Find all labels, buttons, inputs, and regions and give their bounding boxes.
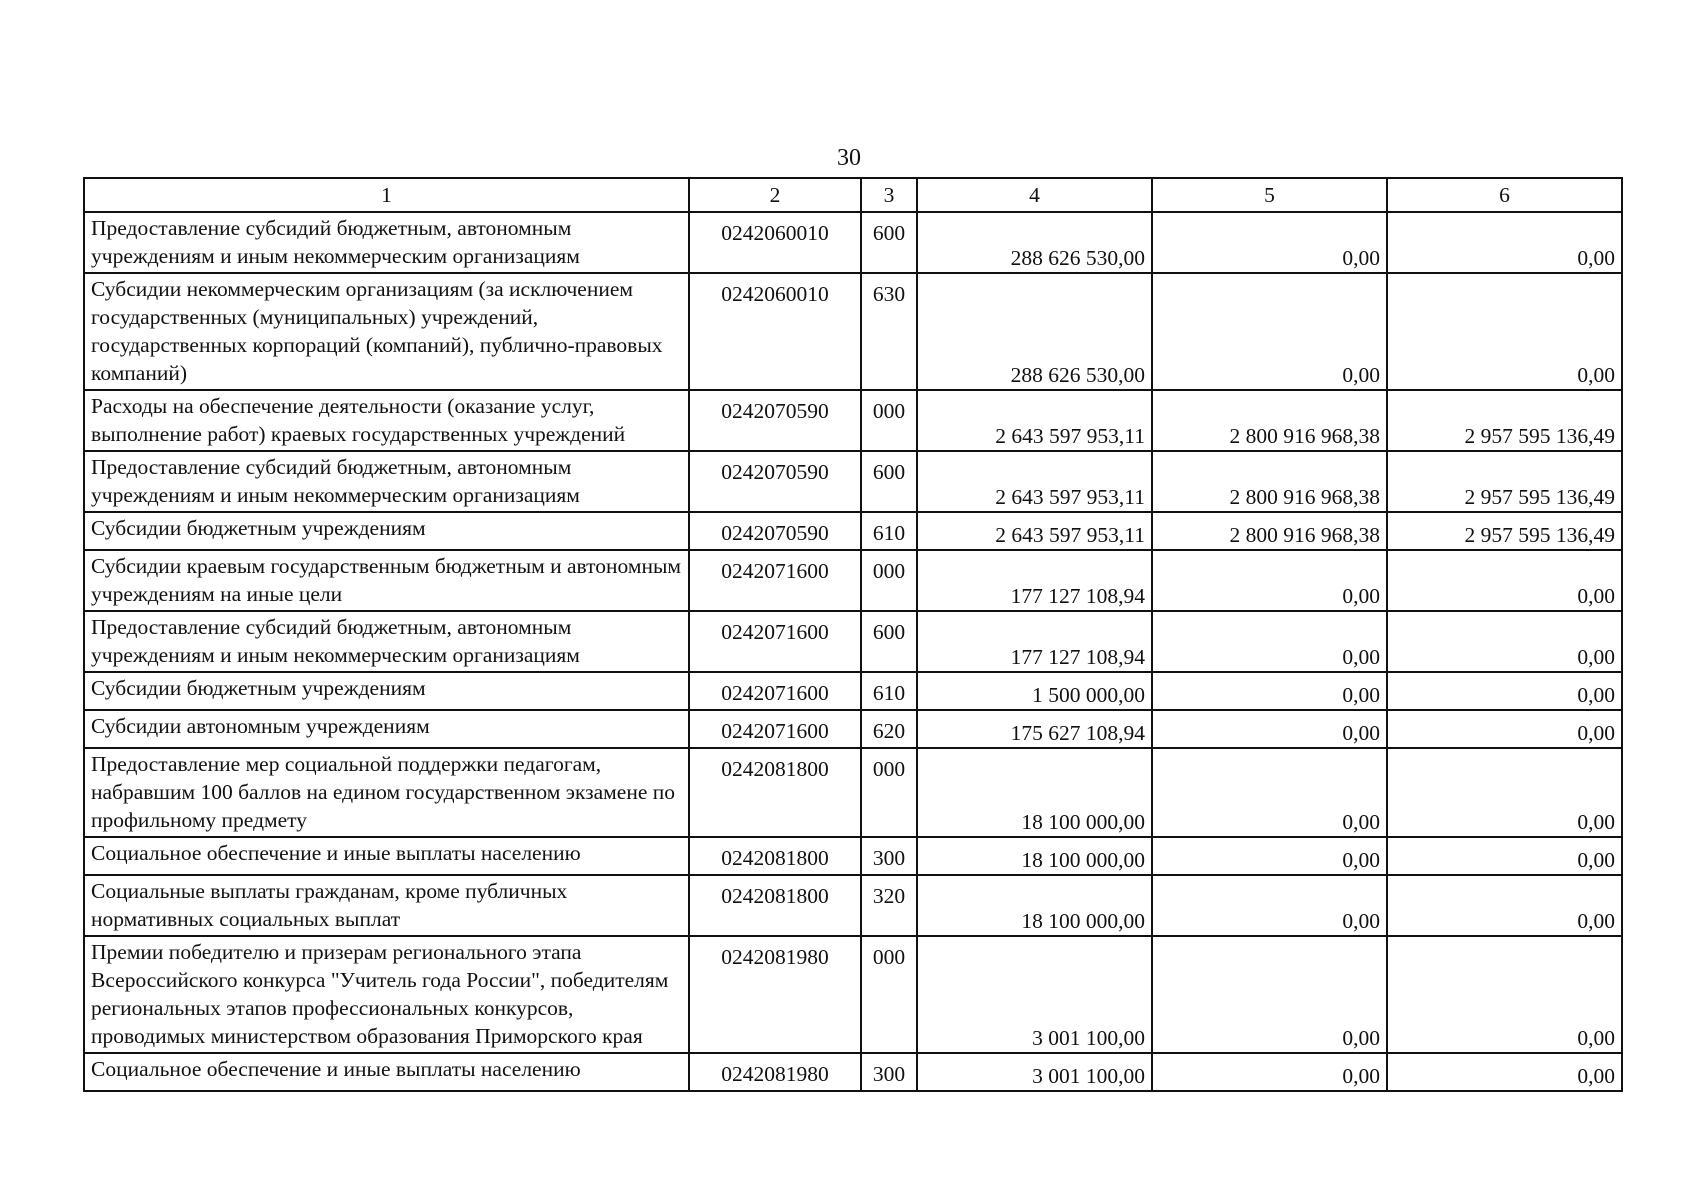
table-row: [84, 672, 1622, 710]
expense-type-code: 600: [861, 611, 917, 672]
expense-type-code: 000: [861, 390, 917, 451]
target-article-code: 0242070590: [689, 512, 861, 550]
amount-column-6: 0,00: [1387, 1053, 1622, 1091]
target-article-code: 0242081800: [689, 748, 861, 837]
expense-type-code: 610: [861, 512, 917, 550]
amount-column-6: 0,00: [1387, 837, 1622, 875]
amount-column-4: 18 100 000,00: [917, 837, 1152, 875]
row-description: Субсидии некоммерческим организациям (за исключением государственных (муниципальных) учреждений, государственных корпораций (компаний), публично-правовых компаний): [84, 273, 689, 390]
expense-type-code: 320: [861, 875, 917, 936]
amount-column-6: 0,00: [1387, 748, 1622, 837]
row-description: Субсидии бюджетным учреждениям: [84, 672, 689, 710]
row-description: Субсидии краевым государственным бюджетным и автономным учреждениям на иные цели: [84, 550, 689, 611]
row-description: Расходы на обеспечение деятельности (оказание услуг, выполнение работ) краевых государственных учреждений: [84, 390, 689, 451]
amount-column-6: 2 957 595 136,49: [1387, 512, 1622, 550]
amount-column-4: 3 001 100,00: [917, 1053, 1152, 1091]
column-header: 3: [861, 178, 917, 212]
target-article-code: 0242071600: [689, 710, 861, 748]
table-row: [84, 512, 1622, 550]
row-description: Предоставление субсидий бюджетным, автономным учреждениям и иным некоммерческим организациям: [84, 212, 689, 273]
row-description: Социальное обеспечение и иные выплаты населению: [84, 837, 689, 875]
amount-column-5: 0,00: [1152, 875, 1387, 936]
column-header: 6: [1387, 178, 1622, 212]
budget-table: [83, 177, 1623, 1092]
target-article-code: 0242060010: [689, 212, 861, 273]
expense-type-code: 000: [861, 748, 917, 837]
column-header: 5: [1152, 178, 1387, 212]
row-description: Предоставление субсидий бюджетным, автономным учреждениям и иным некоммерческим организациям: [84, 611, 689, 672]
amount-column-4: 175 627 108,94: [917, 710, 1152, 748]
page-number: 30: [837, 145, 861, 171]
row-description: Субсидии бюджетным учреждениям: [84, 512, 689, 550]
table-row: [84, 936, 1622, 1053]
table-row: [84, 748, 1622, 837]
amount-column-4: 177 127 108,94: [917, 611, 1152, 672]
table-row: [84, 451, 1622, 512]
amount-column-4: 288 626 530,00: [917, 212, 1152, 273]
amount-column-5: 0,00: [1152, 550, 1387, 611]
expense-type-code: 620: [861, 710, 917, 748]
table-row: [84, 212, 1622, 273]
amount-column-5: 0,00: [1152, 837, 1387, 875]
expense-type-code: 300: [861, 837, 917, 875]
expense-type-code: 300: [861, 1053, 917, 1091]
row-description: Предоставление субсидий бюджетным, автономным учреждениям и иным некоммерческим организациям: [84, 451, 689, 512]
amount-column-4: 1 500 000,00: [917, 672, 1152, 710]
amount-column-6: 0,00: [1387, 936, 1622, 1053]
table-body: [84, 212, 1622, 1091]
target-article-code: 0242071600: [689, 672, 861, 710]
amount-column-6: 0,00: [1387, 875, 1622, 936]
row-description: Премии победителю и призерам регионального этапа Всероссийского конкурса "Учитель года России", победителям региональных этапов профессиональных конкурсов, проводимых министерством образования Приморского края: [84, 936, 689, 1053]
amount-column-5: 0,00: [1152, 273, 1387, 390]
amount-column-6: 0,00: [1387, 710, 1622, 748]
expense-type-code: 600: [861, 212, 917, 273]
expense-type-code: 610: [861, 672, 917, 710]
amount-column-5: 0,00: [1152, 936, 1387, 1053]
amount-column-4: 18 100 000,00: [917, 875, 1152, 936]
row-description: Социальные выплаты гражданам, кроме публичных нормативных социальных выплат: [84, 875, 689, 936]
amount-column-6: 2 957 595 136,49: [1387, 451, 1622, 512]
amount-column-5: 2 800 916 968,38: [1152, 451, 1387, 512]
table-row: [84, 710, 1622, 748]
amount-column-5: 2 800 916 968,38: [1152, 390, 1387, 451]
row-description: Социальное обеспечение и иные выплаты населению: [84, 1053, 689, 1091]
amount-column-5: 0,00: [1152, 1053, 1387, 1091]
row-description: Субсидии автономным учреждениям: [84, 710, 689, 748]
amount-column-4: 3 001 100,00: [917, 936, 1152, 1053]
amount-column-6: 0,00: [1387, 550, 1622, 611]
target-article-code: 0242070590: [689, 451, 861, 512]
amount-column-5: 0,00: [1152, 672, 1387, 710]
expense-type-code: 630: [861, 273, 917, 390]
amount-column-4: 177 127 108,94: [917, 550, 1152, 611]
amount-column-4: 288 626 530,00: [917, 273, 1152, 390]
column-header: 4: [917, 178, 1152, 212]
target-article-code: 0242081800: [689, 875, 861, 936]
amount-column-5: 0,00: [1152, 212, 1387, 273]
table-row: [84, 611, 1622, 672]
amount-column-4: 2 643 597 953,11: [917, 390, 1152, 451]
target-article-code: 0242081980: [689, 936, 861, 1053]
table-row: [84, 1053, 1622, 1091]
expense-type-code: 000: [861, 550, 917, 611]
amount-column-6: 0,00: [1387, 611, 1622, 672]
amount-column-5: 0,00: [1152, 748, 1387, 837]
column-header: 1: [84, 178, 689, 212]
amount-column-4: 2 643 597 953,11: [917, 451, 1152, 512]
expense-type-code: 600: [861, 451, 917, 512]
amount-column-4: 18 100 000,00: [917, 748, 1152, 837]
table-row: [84, 550, 1622, 611]
amount-column-5: 0,00: [1152, 710, 1387, 748]
target-article-code: 0242070590: [689, 390, 861, 451]
column-header: 2: [689, 178, 861, 212]
amount-column-5: 0,00: [1152, 611, 1387, 672]
row-description: Предоставление мер социальной поддержки педагогам, набравшим 100 баллов на едином государственном экзамене по профильному предмету: [84, 748, 689, 837]
header-row: [84, 178, 1622, 212]
target-article-code: 0242071600: [689, 550, 861, 611]
target-article-code: 0242071600: [689, 611, 861, 672]
table-row: [84, 837, 1622, 875]
table-row: [84, 875, 1622, 936]
amount-column-4: 2 643 597 953,11: [917, 512, 1152, 550]
target-article-code: 0242081800: [689, 837, 861, 875]
amount-column-6: 0,00: [1387, 273, 1622, 390]
amount-column-6: 2 957 595 136,49: [1387, 390, 1622, 451]
target-article-code: 0242081980: [689, 1053, 861, 1091]
table-row: [84, 390, 1622, 451]
amount-column-5: 2 800 916 968,38: [1152, 512, 1387, 550]
expense-type-code: 000: [861, 936, 917, 1053]
table-row: [84, 273, 1622, 390]
amount-column-6: 0,00: [1387, 672, 1622, 710]
target-article-code: 0242060010: [689, 273, 861, 390]
amount-column-6: 0,00: [1387, 212, 1622, 273]
